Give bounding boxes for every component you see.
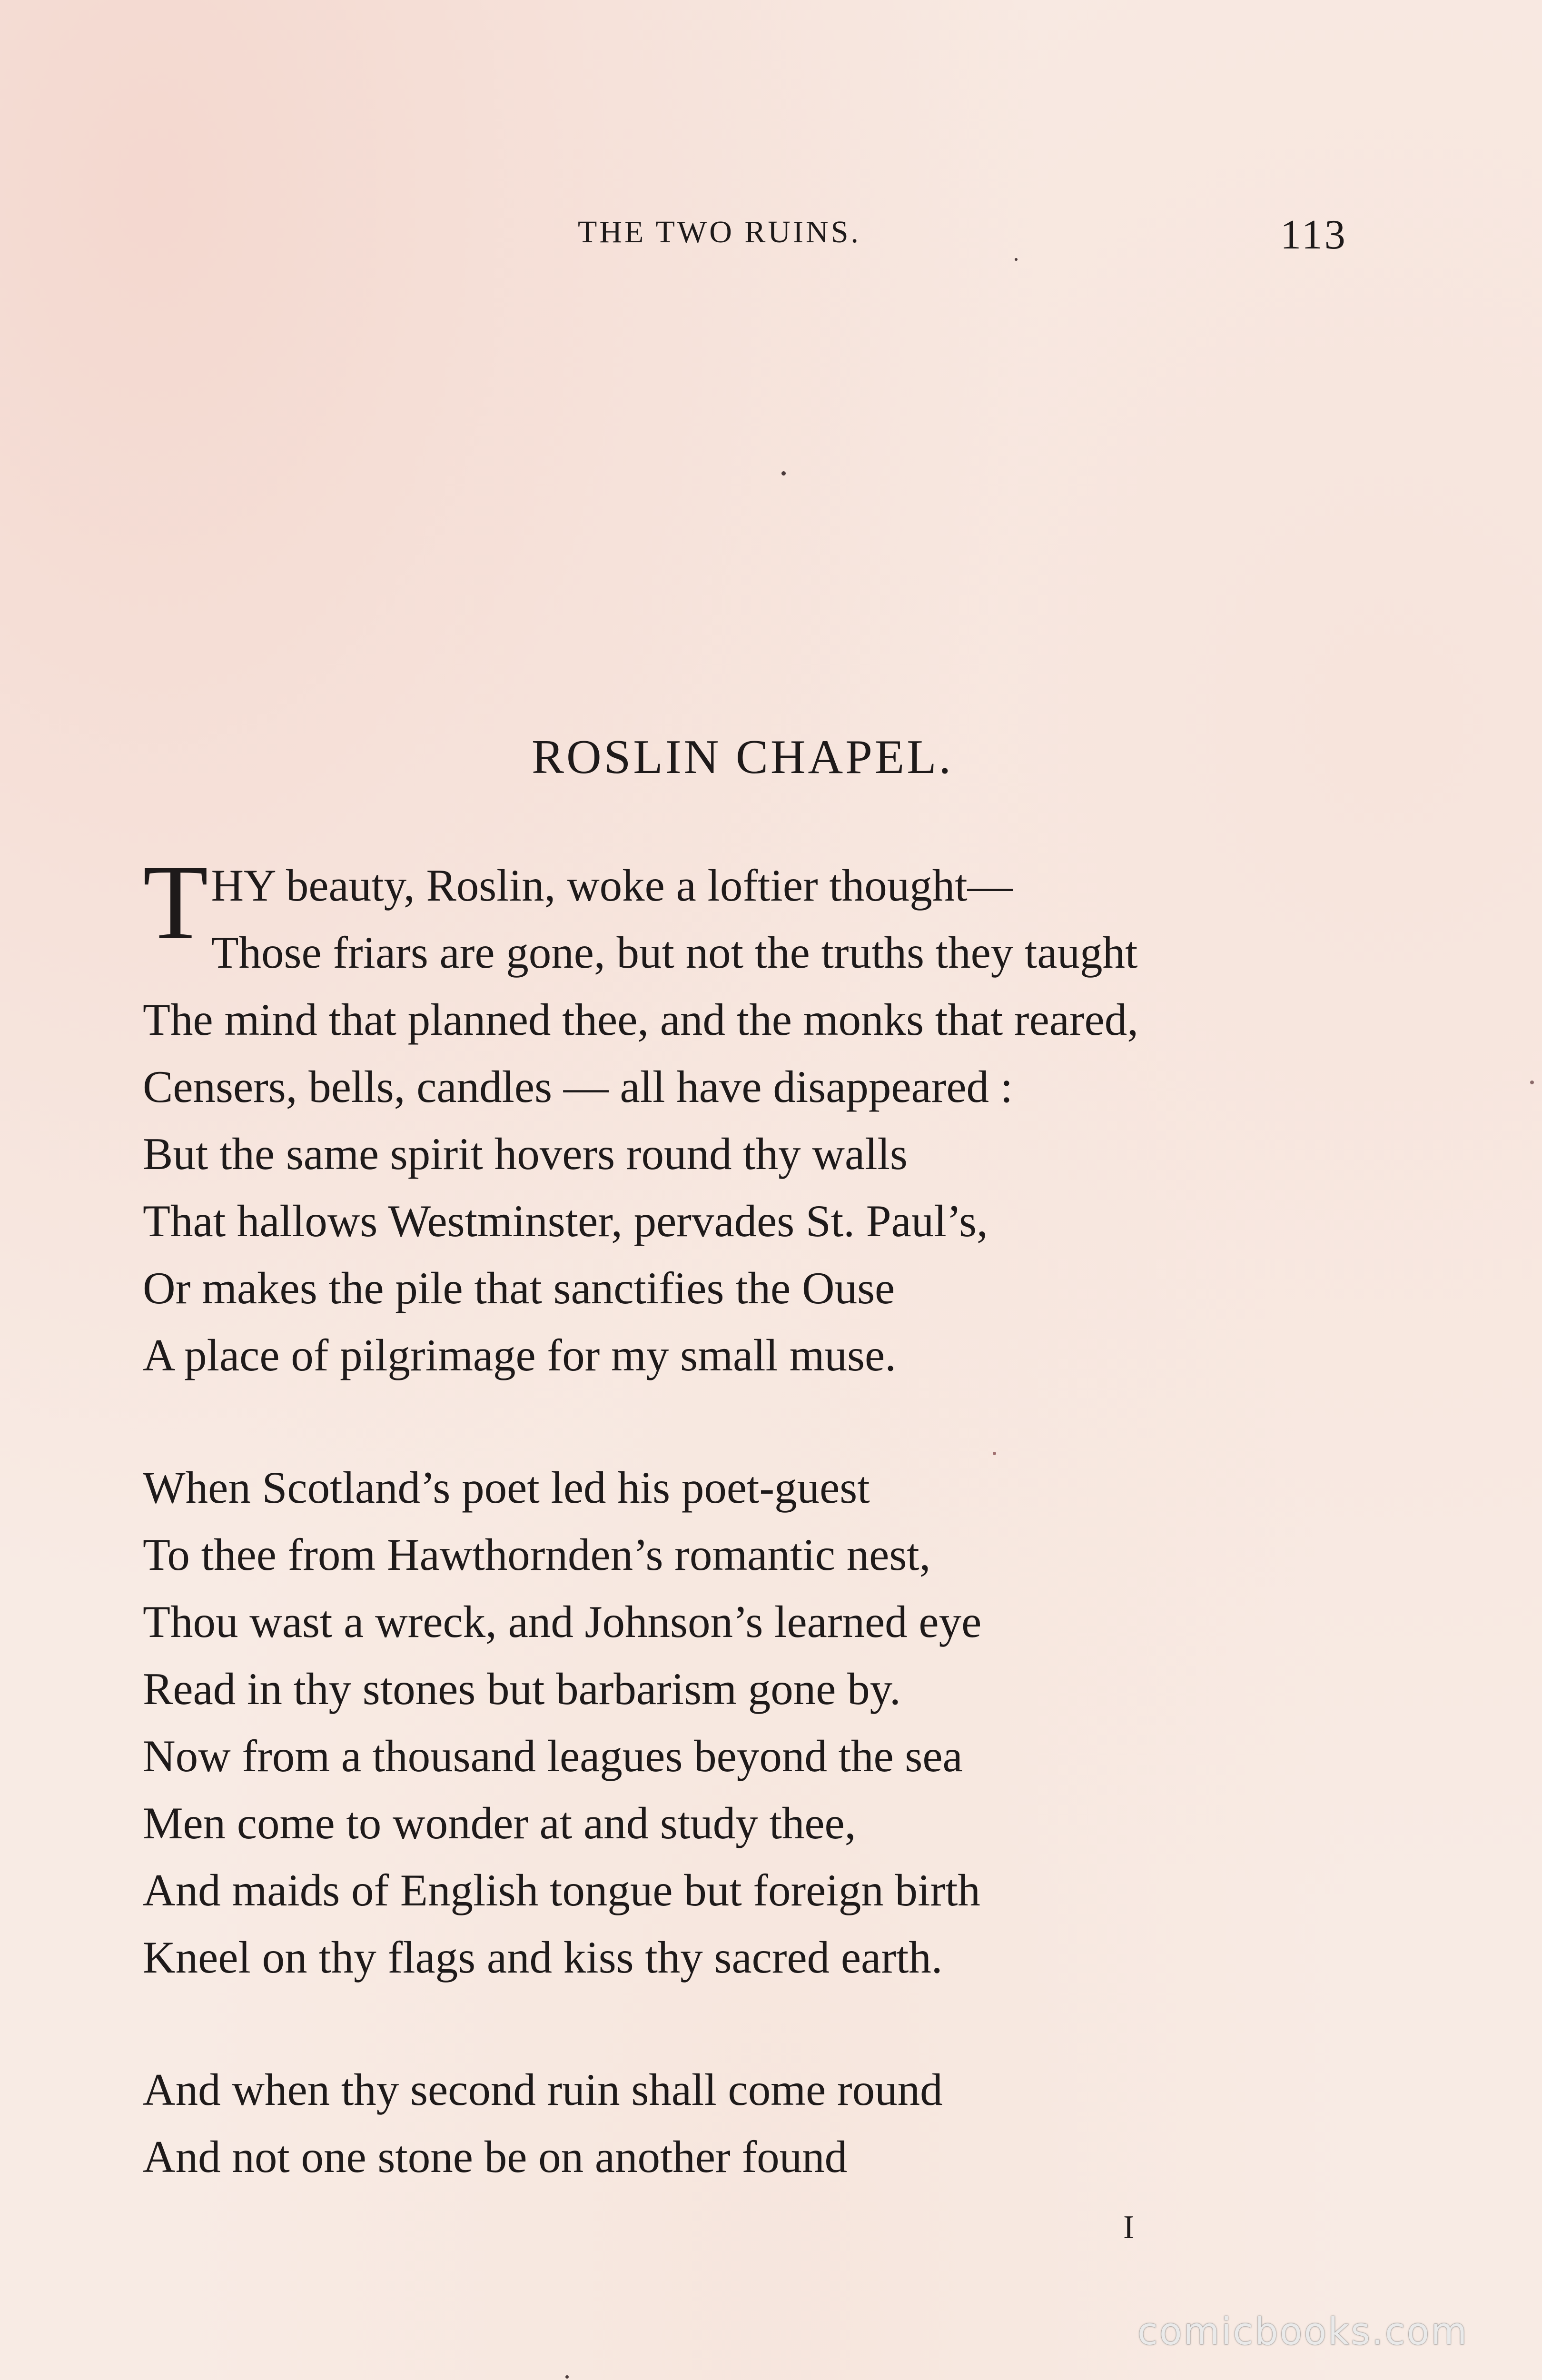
page-number: 113 <box>1280 212 1347 258</box>
watermark-logo: comicbooks.com <box>1137 2311 1469 2353</box>
poem-line: But the same spirit hovers round thy walls <box>143 1129 908 1179</box>
stanza-1 <box>143 843 1361 1389</box>
paper-speck <box>781 471 786 476</box>
poem-line: HY beauty, Roslin, woke a loftier thought— <box>211 860 1013 911</box>
poem-title: ROSLIN CHAPEL. <box>531 730 954 784</box>
poem-line: Thou wast a wreck, and Johnson’s learned eye <box>143 1597 982 1647</box>
poem-line: And not one stone be on another found <box>143 2132 848 2182</box>
poem-line: Read in thy stones but barbarism gone by. <box>143 1664 901 1714</box>
running-head: THE TWO RUINS. <box>578 215 861 249</box>
poem-line: The mind that planned thee, and the monks that reared, <box>143 994 1138 1045</box>
stanza-2 <box>143 1454 1361 1991</box>
poem-line: Or makes the pile that sanctifies the Ouse <box>143 1263 895 1313</box>
paper-speck <box>1530 1081 1534 1084</box>
poem-line: Those friars are gone, but not the truths they taught <box>211 927 1138 978</box>
drop-cap: T <box>143 843 208 962</box>
paper-speck <box>565 2375 569 2379</box>
poem-line: Kneel on thy flags and kiss thy sacred earth. <box>143 1932 943 1983</box>
poem-line: To thee from Hawthornden’s romantic nest, <box>143 1529 931 1580</box>
paper-speck <box>1015 258 1018 261</box>
poem-line: Censers, bells, candles — all have disappeared : <box>143 1061 1013 1112</box>
poem-line: And maids of English tongue but foreign birth <box>143 1865 980 1915</box>
poem-line: Men come to wonder at and study thee, <box>143 1798 856 1848</box>
poem-line: Now from a thousand leagues beyond the sea <box>143 1731 963 1781</box>
signature-mark: I <box>1123 2209 1135 2246</box>
poem-line: When Scotland’s poet led his poet-guest <box>143 1462 870 1513</box>
poem-line: And when thy second ruin shall come round <box>143 2064 943 2115</box>
paper-speck <box>993 1452 996 1455</box>
stanza-3 <box>143 2056 1361 2191</box>
poem-line: That hallows Westminster, pervades St. Paul’s, <box>143 1196 988 1246</box>
poem-line: A place of pilgrimage for my small muse. <box>143 1330 896 1380</box>
